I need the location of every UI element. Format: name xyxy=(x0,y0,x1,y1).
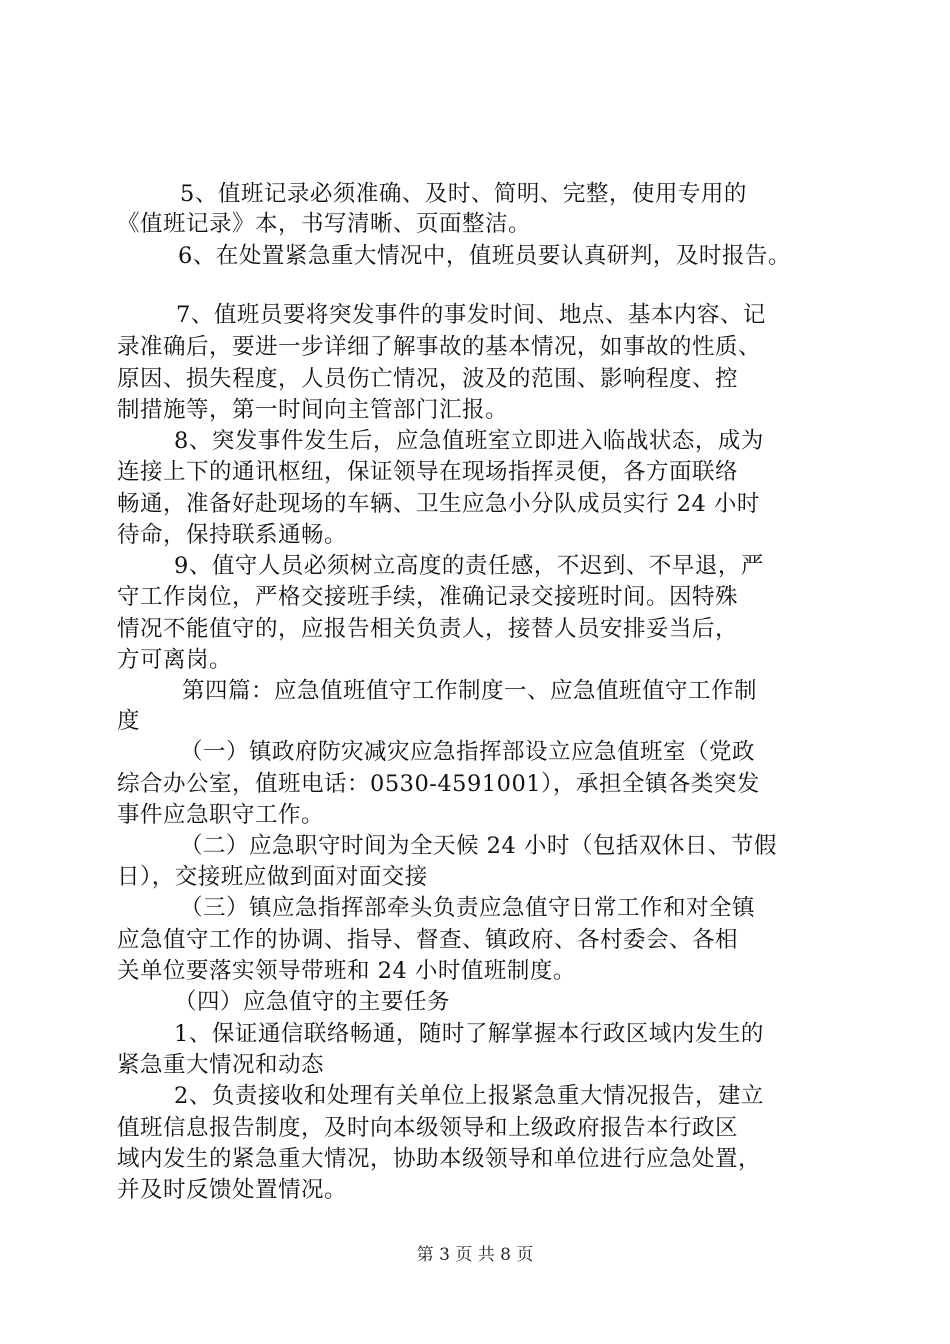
task-2-line-2: 值班信息报告制度，及时向本级领导和上级政府报告本行政区 xyxy=(117,1115,739,1141)
task-1-line-2: 紧急重大情况和动态 xyxy=(117,1052,325,1078)
paragraph-5-line-1: 5、值班记录必须准确、及时、简明、完整，使用专用的 xyxy=(180,181,747,207)
task-2-line-1: 2、负责接收和处理有关单位上报紧急重大情况报告，建立 xyxy=(174,1083,764,1109)
paragraph-6-line-1: 6、在处置紧急重大情况中，值班员要认真研判，及时报告。 xyxy=(178,243,791,269)
item-3-line-2: 应急值守工作的协调、指导、督查、镇政府、各村委会、各相 xyxy=(117,927,739,953)
paragraph-8-line-4: 待命，保持联系通畅。 xyxy=(117,522,348,548)
item-2-line-2: 日），交接班应做到面对面交接 xyxy=(117,864,428,890)
paragraph-9-line-3: 情况不能值守的，应报告相关负责人，接替人员安排妥当后， xyxy=(117,616,739,642)
section-heading-line-1: 第四篇：应急值班值守工作制度一、应急值班值守工作制 xyxy=(182,678,758,704)
paragraph-9-line-4: 方可离岗。 xyxy=(117,647,233,673)
paragraph-8-line-2: 连接上下的通讯枢纽，保证领导在现场指挥灵便，各方面联络 xyxy=(117,459,739,485)
paragraph-9-line-2: 守工作岗位，严格交接班手续，准确记录交接班时间。因特殊 xyxy=(117,584,739,610)
paragraph-7-line-2: 录准确后，要进一步详细了解事故的基本情况，如事故的性质、 xyxy=(117,334,762,360)
page-footer: 第 3 页 共 8 页 xyxy=(416,1245,534,1265)
task-1-line-1: 1、保证通信联络畅通，随时了解掌握本行政区域内发生的 xyxy=(174,1021,764,1047)
section-heading-line-2: 度 xyxy=(117,708,141,734)
item-1-line-2: 综合办公室，值班电话：0530-4591001），承担全镇各类突发 xyxy=(117,771,760,797)
item-1-line-1: （一）镇政府防灾减灾应急指挥部设立应急值班室（党政 xyxy=(180,739,756,765)
paragraph-7-line-3: 原因、损失程度，人员伤亡情况，波及的范围、影响程度、控 xyxy=(117,366,739,392)
item-1-line-3: 事件应急职守工作。 xyxy=(117,802,325,828)
paragraph-5-line-2: 《值班记录》本，书写清晰、页面整洁。 xyxy=(117,211,532,237)
task-2-line-3: 域内发生的紧急重大情况，协助本级领导和单位进行应急处置， xyxy=(117,1146,762,1172)
paragraph-8-line-3: 畅通，准备好赴现场的车辆、卫生应急小分队成员实行 24 小时 xyxy=(117,491,760,517)
item-3-line-1: （三）镇应急指挥部牵头负责应急值守日常工作和对全镇 xyxy=(180,895,756,921)
task-2-line-4: 并及时反馈处置情况。 xyxy=(117,1177,348,1203)
paragraph-7-line-4: 制措施等，第一时间向主管部门汇报。 xyxy=(117,397,509,423)
paragraph-7-line-1: 7、值班员要将突发事件的事发时间、地点、基本内容、记 xyxy=(176,302,766,328)
item-2-line-1: （二）应急职守时间为全天候 24 小时（包括双休日、节假 xyxy=(180,833,777,859)
item-3-line-3: 关单位要落实领导带班和 24 小时值班制度。 xyxy=(117,958,576,984)
paragraph-8-line-1: 8、突发事件发生后，应急值班室立即进入临战状态，成为 xyxy=(174,428,764,454)
item-4-heading: （四）应急值守的主要任务 xyxy=(174,989,451,1015)
paragraph-9-line-1: 9、值守人员必须树立高度的责任感，不迟到、不早退，严 xyxy=(174,553,764,579)
